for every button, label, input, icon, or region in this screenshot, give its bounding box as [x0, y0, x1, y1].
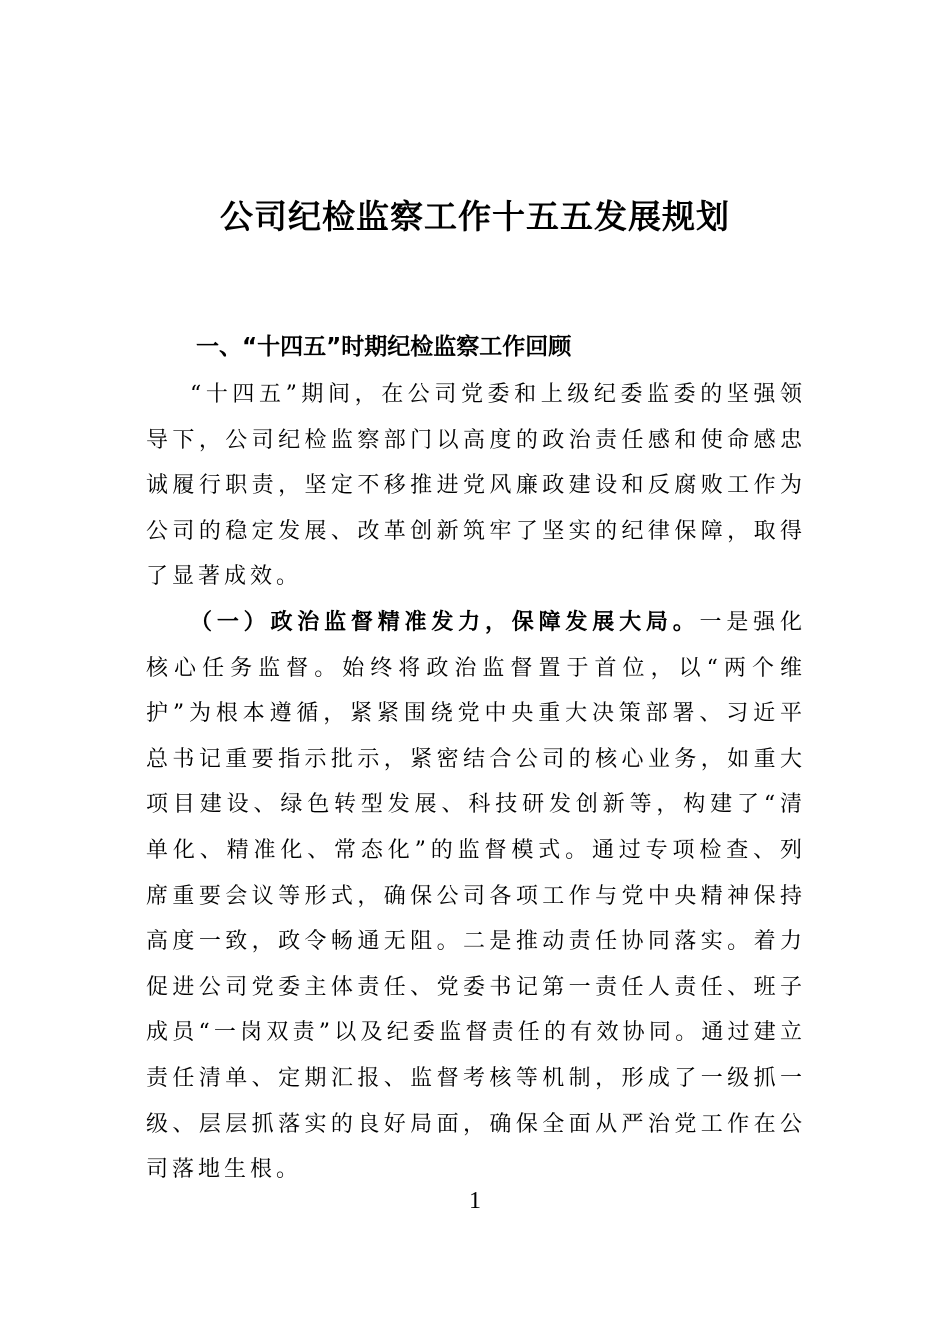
paragraph-text: “十四五”期间，在公司党委和上级纪委监委的坚强领导下，公司纪检监察部门以高度的政治责任感和使命感忠诚履行职责，坚定不移推进党风廉政建设和反腐败工作为公司的稳定发展、改革创新筑牢了坚实的纪律保障，取得了显著成效。: [146, 382, 806, 590]
section-heading: 一、“十四五”时期纪检监察工作回顾: [196, 334, 572, 360]
paragraph-text: 一是强化核心任务监督。始终将政治监督置于首位，以“两个维护”为根本遵循，紧紧围绕党中央重大决策部署、习近平总书记重要指示批示，紧密结合公司的核心业务，如重大项目建设、绿色转型发展、科技研发创新等，构建了“清单化、精准化、常态化”的监督模式。通过专项检查、列席重要会议等形式，确保公司各项工作与党中央精神保持高度一致，政令畅通无阻。二是推动责任协同落实。着力促进公司党委主体责任、党委书记第一责任人责任、班子成员“一岗双责”以及纪委监督责任的有效协同。通过建立责任清单、定期汇报、监督考核等机制，形成了一级抓一级、层层抓落实的良好局面，确保全面从严治党工作在公司落地生根。: [146, 609, 806, 1183]
paragraph-political-supervision: [146, 600, 806, 1193]
paragraph-intro: [146, 372, 806, 600]
document-title: 公司纪检监察工作十五五发展规划: [220, 197, 730, 236]
document-body: [146, 372, 806, 1193]
page-number: 1: [469, 1188, 481, 1214]
subsection-heading: （一）政治监督精准发力，保障发展大局。: [190, 608, 700, 635]
